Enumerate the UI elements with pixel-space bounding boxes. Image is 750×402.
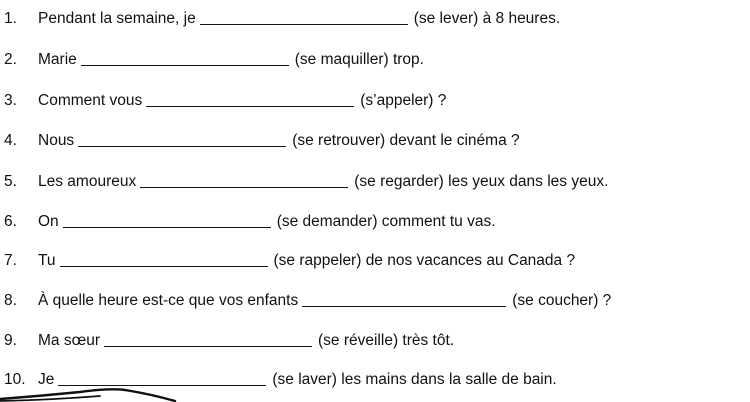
exercise-item-6 <box>4 210 496 234</box>
answer-blank[interactable] <box>302 292 506 307</box>
exercise-item-5 <box>4 170 608 194</box>
item-verb-hint: (se rappeler) de nos vacances au Canada ? <box>273 252 576 269</box>
item-number: 9. <box>4 332 17 349</box>
item-verb-hint: (se demander) comment tu vas. <box>276 213 496 230</box>
item-prompt: Comment vous <box>38 92 143 109</box>
item-prompt: Nous <box>38 132 75 149</box>
exercise-item-4 <box>4 129 520 153</box>
answer-blank[interactable] <box>140 173 348 188</box>
answer-blank[interactable] <box>146 92 354 107</box>
answer-blank[interactable] <box>63 213 271 228</box>
item-number: 6. <box>4 213 17 230</box>
exercise-item-2 <box>4 48 424 72</box>
item-prompt: Tu <box>38 252 56 269</box>
answer-blank[interactable] <box>81 51 289 66</box>
item-prompt: Les amoureux <box>38 173 137 190</box>
item-verb-hint: (se coucher) ? <box>512 292 612 309</box>
item-verb-hint: (s’appeler) ? <box>360 92 447 109</box>
exercise-item-1 <box>4 7 560 31</box>
item-number: 3. <box>4 92 17 109</box>
item-number: 7. <box>4 252 17 269</box>
answer-blank[interactable] <box>200 10 408 25</box>
exercise-item-7 <box>4 249 575 273</box>
item-prompt: On <box>38 213 59 230</box>
item-verb-hint: (se regarder) les yeux dans les yeux. <box>354 173 609 190</box>
exercise-item-8 <box>4 289 611 313</box>
item-number: 1. <box>4 10 17 27</box>
item-prompt: Pendant la semaine, je <box>38 10 196 27</box>
exercise-item-3 <box>4 89 446 113</box>
item-verb-hint: (se lever) à 8 heures. <box>413 10 561 27</box>
item-number: 8. <box>4 292 17 309</box>
item-number: 4. <box>4 132 17 149</box>
item-verb-hint: (se laver) les mains dans la salle de bain. <box>272 371 557 388</box>
pen-scribble-mark <box>0 384 750 402</box>
item-prompt: À quelle heure est-ce que vos enfants <box>38 292 299 309</box>
answer-blank[interactable] <box>60 252 268 267</box>
item-prompt: Marie <box>38 51 77 68</box>
answer-blank[interactable] <box>104 332 312 347</box>
item-prompt: Ma sœur <box>38 332 100 349</box>
item-number: 5. <box>4 173 17 190</box>
item-verb-hint: (se maquiller) trop. <box>294 51 424 68</box>
item-verb-hint: (se retrouver) devant le cinéma ? <box>292 132 520 149</box>
item-verb-hint: (se réveille) très tôt. <box>318 332 455 349</box>
exercise-item-9 <box>4 329 454 353</box>
item-number: 2. <box>4 51 17 68</box>
item-number: 10. <box>4 371 26 388</box>
item-prompt: Je <box>38 371 55 388</box>
answer-blank[interactable] <box>78 132 286 147</box>
